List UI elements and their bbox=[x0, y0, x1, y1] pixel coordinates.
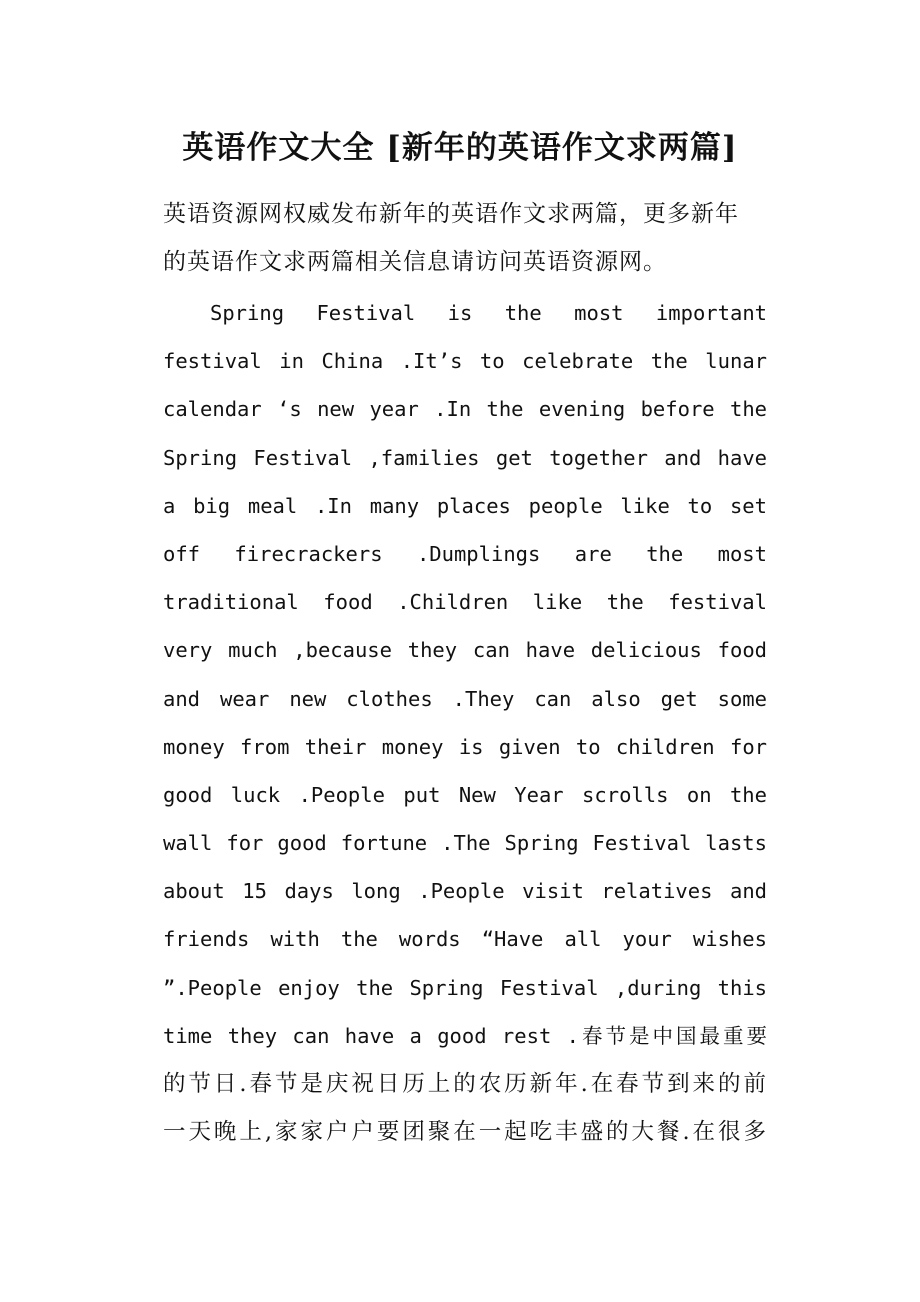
essay-line: calendar ‘s new year .In the evening before the bbox=[163, 397, 767, 422]
essay-line: 一天晚上,家家户户要团聚在一起吃丰盛的大餐.在很多 bbox=[163, 1119, 767, 1146]
essay-line: off firecrackers .Dumplings are the most bbox=[163, 541, 767, 566]
essay-line: a big meal .In many places people like to set bbox=[163, 493, 767, 518]
essay-line: time they can have a good rest .春节是中国最重要 bbox=[163, 1023, 767, 1048]
document-title: 英语作文大全 [新年的英语作文求两篇] bbox=[182, 130, 738, 166]
essay-line: money from their money is given to children for bbox=[163, 734, 767, 759]
essay-line: and wear new clothes .They can also get some bbox=[163, 686, 767, 711]
essay-line: friends with the words “Have all your wishes bbox=[163, 927, 767, 952]
essay-line: festival in China .It’s to celebrate the lunar bbox=[163, 349, 767, 374]
essay-line: good luck .People put New Year scrolls on the bbox=[163, 782, 767, 807]
essay-paragraph bbox=[163, 289, 767, 1156]
intro-line: 英语资源网权威发布新年的英语作文求两篇，更多新年 bbox=[163, 201, 739, 227]
intro-paragraph bbox=[163, 190, 773, 286]
essay-line: very much ,because they can have delicious food bbox=[163, 638, 767, 663]
essay-line: ”.People enjoy the Spring Festival ,during this bbox=[163, 975, 767, 1000]
essay-line: 的节日.春节是庆祝日历上的农历新年.在春节到来的前 bbox=[163, 1071, 767, 1097]
essay-line: wall for good fortune .The Spring Festival lasts bbox=[163, 831, 767, 856]
essay-line: about 15 days long .People visit relatives and bbox=[163, 879, 767, 904]
essay-line: traditional food .Children like the festival bbox=[163, 590, 767, 615]
essay-line: Spring Festival is the most important bbox=[210, 301, 767, 325]
essay-line: Spring Festival ,families get together and have bbox=[163, 445, 767, 470]
intro-line: 的英语作文求两篇相关信息请访问英语资源网。 bbox=[163, 249, 667, 275]
